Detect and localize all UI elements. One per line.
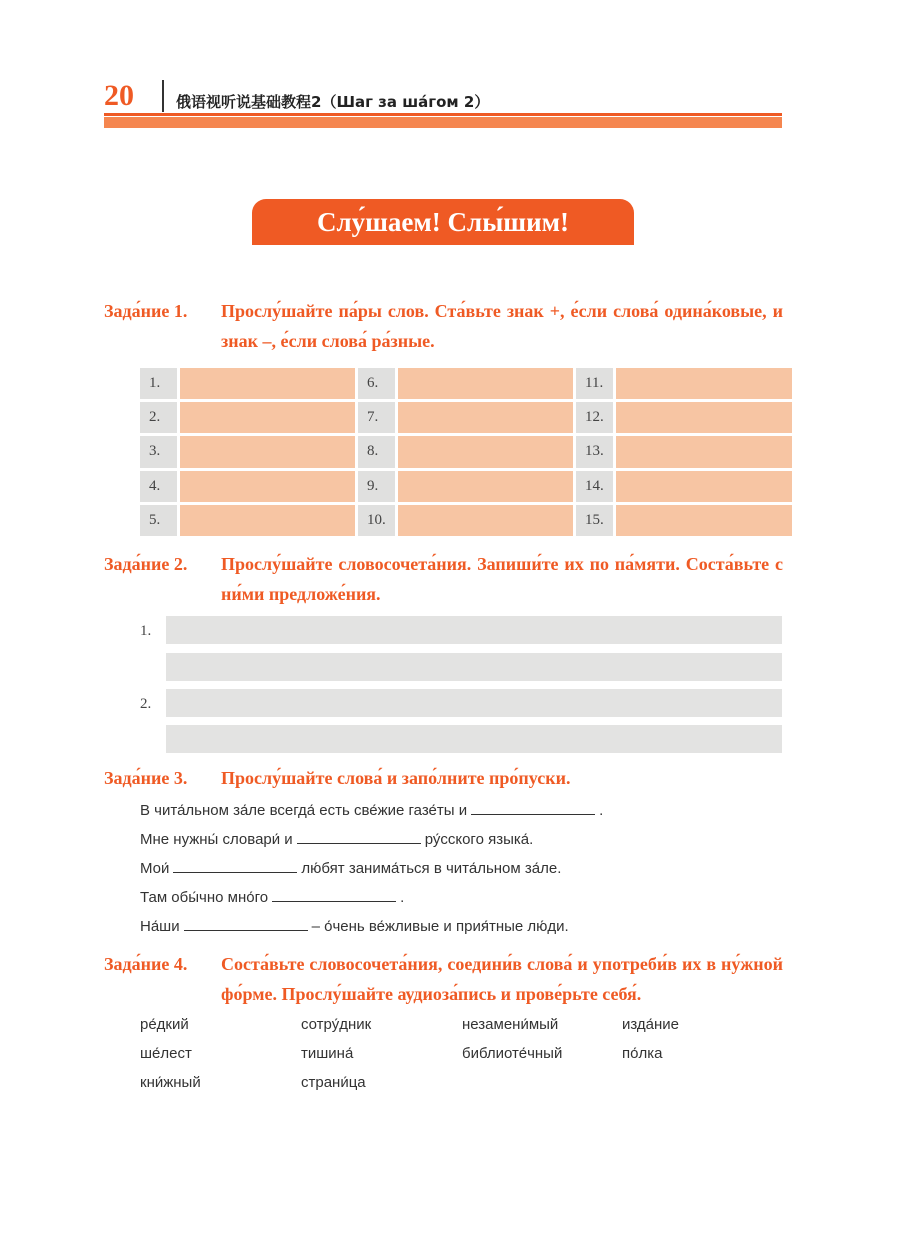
answer-cell-14[interactable] [616, 471, 792, 502]
answer-line-2b[interactable] [166, 725, 782, 753]
word-item: незамени́мый [462, 1016, 559, 1033]
grid-number: 5. [140, 505, 177, 536]
answer-cell-3[interactable] [180, 436, 355, 467]
fill-blank[interactable] [471, 800, 595, 815]
task4-instructions: Соста́вьте словосочета́ния, соедини́в слова́ и употреби́в их в ну́жной фо́рме. Прослу́шайте аудиоза́пись и прове́рьте себя́. [221, 954, 783, 1004]
task3-instructions: Прослу́шайте слова́ и запо́лните про́пуски. [221, 768, 571, 788]
answer-line-1b[interactable] [166, 653, 782, 681]
answer-cell-1[interactable] [180, 368, 355, 399]
grid-number: 1. [140, 368, 177, 399]
answer-line-2a[interactable] [166, 689, 782, 717]
grid-number: 3. [140, 436, 177, 467]
task1-answer-grid [140, 368, 783, 536]
sentence-text: Там обы́чно мно́го [140, 889, 269, 906]
task1-label: Зада́ние 1. [104, 301, 188, 321]
answer-cell-10[interactable] [398, 505, 573, 536]
answer-cell-6[interactable] [398, 368, 573, 399]
fill-blank[interactable] [272, 887, 396, 902]
answer-cell-12[interactable] [616, 402, 792, 433]
sentence-text: . [599, 802, 604, 819]
sentence-3 [140, 858, 561, 880]
task1-instructions: Прослу́шайте па́ры слов. Ста́вьте знак +, е́сли слова́ одина́ковые, и знак –, е́сли слова́ ра́зные. [221, 301, 783, 351]
word-item: кни́жный [140, 1074, 201, 1091]
task2-instructions: Прослу́шайте словосочета́ния. Запиши́те их по па́мяти. Соста́вьте с ни́ми предложе́ния. [221, 554, 783, 604]
grid-number: 4. [140, 471, 177, 502]
word-item: страни́ца [301, 1074, 366, 1091]
task3-label: Зада́ние 3. [104, 768, 188, 788]
sentence-text: ру́сского языка́. [424, 831, 534, 848]
word-item: по́лка [622, 1045, 663, 1062]
grid-number: 7. [358, 402, 395, 433]
sentence-text: лю́бят занима́ться в чита́льном за́ле. [301, 860, 562, 877]
sentence-text: – о́чень ве́жливые и прия́тные лю́ди. [311, 918, 569, 935]
grid-number: 9. [358, 471, 395, 502]
grid-number: 11. [576, 368, 613, 399]
book-title: 俄语视听说基础教程2（Шаг за шáгом 2） [176, 93, 490, 111]
grid-number: 14. [576, 471, 613, 502]
answer-cell-8[interactable] [398, 436, 573, 467]
grid-number: 8. [358, 436, 395, 467]
fill-blank[interactable] [184, 916, 308, 931]
task2-label: Зада́ние 2. [104, 554, 188, 574]
sentence-text: Мне нужны́ словари́ и [140, 831, 293, 848]
word-item: ре́дкий [140, 1016, 189, 1033]
answer-line-1a[interactable] [166, 616, 782, 644]
sentence-text: На́ши [140, 918, 180, 935]
answer-cell-2[interactable] [180, 402, 355, 433]
sentence-text: В чита́льном за́ле всегда́ есть све́жие газе́ты и [140, 802, 468, 819]
answer-cell-4[interactable] [180, 471, 355, 502]
header-rule-thin [104, 113, 782, 116]
answer-cell-13[interactable] [616, 436, 792, 467]
grid-number: 2. [140, 402, 177, 433]
fill-blank[interactable] [173, 858, 297, 873]
answer-cell-5[interactable] [180, 505, 355, 536]
sentence-text: . [400, 889, 405, 906]
grid-number: 10. [358, 505, 395, 536]
sentence-5 [140, 916, 569, 938]
grid-number: 13. [576, 436, 613, 467]
header-divider [162, 80, 164, 112]
line-number: 2. [140, 696, 152, 712]
sentence-2 [140, 829, 533, 851]
answer-cell-15[interactable] [616, 505, 792, 536]
grid-number: 12. [576, 402, 613, 433]
sentence-1 [140, 800, 603, 822]
sentence-4 [140, 887, 404, 909]
word-item: ше́лест [140, 1045, 192, 1062]
word-item: изда́ние [622, 1016, 680, 1033]
task4-label: Зада́ние 4. [104, 954, 188, 974]
answer-cell-11[interactable] [616, 368, 792, 399]
answer-cell-9[interactable] [398, 471, 573, 502]
word-item: тишина́ [301, 1045, 354, 1062]
answer-cell-7[interactable] [398, 402, 573, 433]
word-item: сотру́дник [301, 1016, 372, 1033]
line-number: 1. [140, 623, 152, 639]
grid-number: 6. [358, 368, 395, 399]
fill-blank[interactable] [297, 829, 421, 844]
word-item: библиоте́чный [462, 1045, 563, 1062]
page-number: 20 [104, 79, 134, 112]
sentence-text: Мои́ [140, 860, 170, 877]
section-banner: Слу́шаем! Слы́шим! [252, 199, 634, 245]
grid-number: 15. [576, 505, 613, 536]
header-rule-bar [104, 117, 782, 128]
